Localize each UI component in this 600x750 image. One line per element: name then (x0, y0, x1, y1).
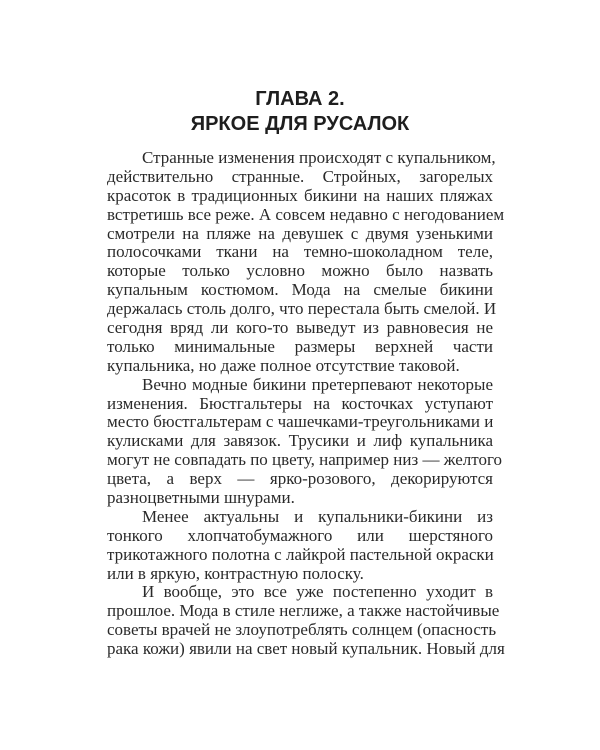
text-line: могут не совпадать по цвету, например низ — желтого (107, 450, 503, 470)
chapter-title: ЯРКОЕ ДЛЯ РУСАЛОК (190, 113, 410, 135)
text-line: купальника, но даже полное отсутствие таковой. (107, 355, 460, 375)
text-line: которые только условно можно было назвать (107, 261, 493, 281)
text-line: рака кожи) явили на свет новый купальник. Новый для (107, 639, 505, 659)
text-line: действительно странные. Стройных, загорелых (107, 166, 493, 186)
body-text (107, 148, 505, 659)
chapter-number: ГЛАВА 2. (255, 88, 345, 110)
text-line: смотрели на пляже на девушек с двумя узенькими (107, 223, 493, 243)
paragraph (107, 374, 503, 508)
text-line: трикотажного полотна с лайкрой пастельной окраски (107, 544, 494, 564)
text-line: Вечно модные бикини претерпевают некоторые (142, 374, 493, 394)
paragraph (107, 508, 493, 584)
text-line: кулисками для завязок. Трусики и лиф купальника (107, 431, 493, 451)
text-line: цвета, а верх — ярко-розового, декорируются (107, 469, 493, 489)
paragraph (107, 582, 505, 659)
text-line: разноцветными шнурами. (107, 488, 295, 508)
text-line: купальным костюмом. Мода на смелые бикини (107, 280, 493, 300)
text-line: изменения. Бюстгальтеры на косточках уступают (107, 393, 493, 413)
text-line: держалась столь долго, что перестала быть смелой. И (107, 299, 497, 319)
text-line: встретишь все реже. А совсем недавно с негодованием (107, 204, 505, 224)
text-line: красоток в традиционных бикини на наших пляжах (107, 185, 493, 205)
text-line: или в яркую, контрастную полоску. (107, 563, 364, 583)
text-line: Странные изменения происходят с купальником, (142, 148, 496, 167)
text-line: только минимальные размеры верхней части (107, 336, 493, 356)
text-line: тонкого хлопчатобумажного или шерстяного (107, 525, 493, 545)
text-line: место бюстгальтерам с чашечками-треугольниками и (107, 412, 494, 432)
text-line: сегодня вряд ли кого-то выведут из равновесия не (107, 318, 493, 338)
text-line: Менее актуальны и купальники-бикини из (142, 506, 493, 526)
text-line: советы врачей не злоупотреблять солнцем (опасность (107, 620, 497, 640)
text-line: полосочками ткани на темно-шоколадном теле, (107, 242, 493, 262)
text-line: прошлое. Мода в стиле неглиже, а также настойчивые (107, 601, 500, 621)
text-line: И вообще, это все уже постепенно уходит в (142, 582, 493, 602)
paragraph (107, 148, 505, 376)
